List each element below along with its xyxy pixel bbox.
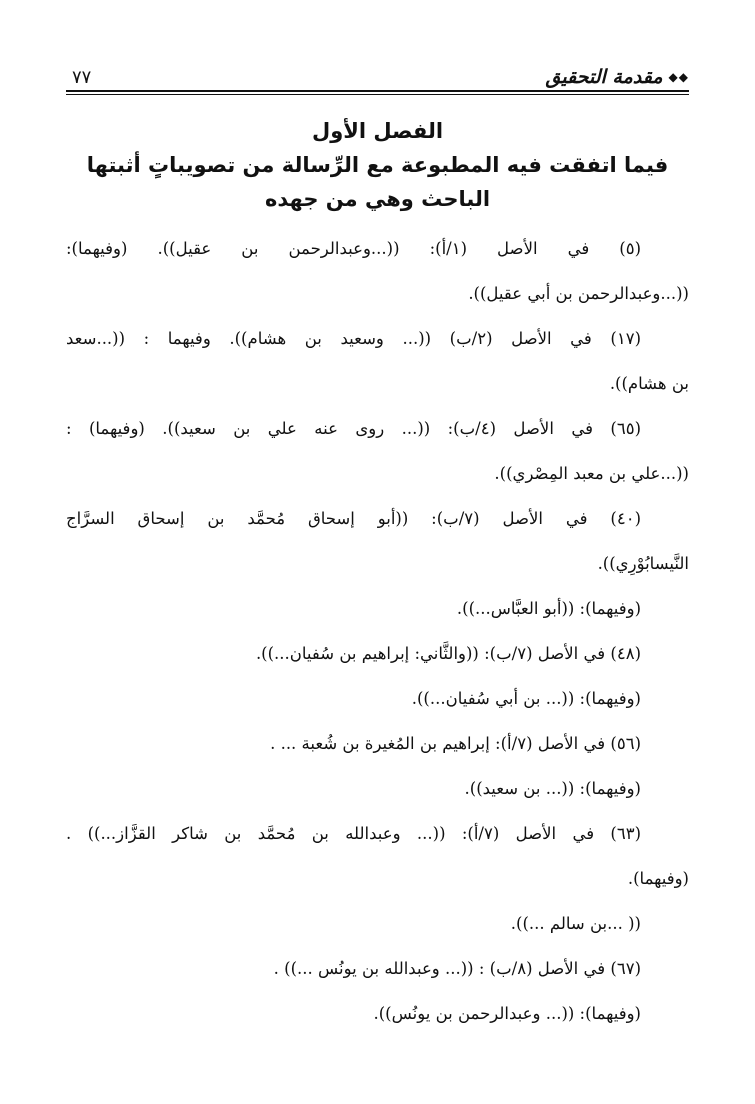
header-rule-thin xyxy=(66,94,689,95)
entry-9: (وفيهما): ((... بن سعيد)). xyxy=(464,779,641,798)
entry-3-line-2: ((...علي بن معبد المِصْري)). xyxy=(494,464,689,483)
entry-5: (وفيهما): ((أبو العبَّاس...)). xyxy=(456,599,641,618)
chapter-title: الفصل الأول xyxy=(311,119,444,143)
entry-13: (وفيهما): ((... وعبدالرحمن بن يونُس)). xyxy=(373,1004,641,1023)
entry-10-line-2: (وفيهما). xyxy=(627,869,689,888)
entry-12: (٦٧) في الأصل (٨/ب) : ((... وعبدالله بن يونُس ...)) . xyxy=(273,959,641,978)
chapter-heading xyxy=(66,114,689,216)
entry-4-line-2: النَّيسابُوْرِي)). xyxy=(597,554,689,573)
entry-10-line-1: (٦٣) في الأصل (٧/أ): ((... وعبدالله بن مُحمَّد بن شاكر القزَّاز...)) . xyxy=(66,824,642,843)
entry-3-line-1: (٦٥) في الأصل (٤/ب): ((... روى عنه علي بن سعيد)). (وفيهما) : xyxy=(66,419,641,438)
page-number: ٧٧ xyxy=(72,67,92,88)
entry-8: (٥٦) في الأصل (٧/أ): إبراهيم بن المُغيرة بن شُعبة ... . xyxy=(270,734,641,753)
running-title xyxy=(546,66,689,88)
page-header xyxy=(68,56,689,88)
corrections-list xyxy=(66,226,689,1036)
entry-11: (( ...بن سالم ...)). xyxy=(510,914,641,933)
entry-7: (وفيهما): ((... بن أبي سُفيان...)). xyxy=(411,689,641,708)
entry-2-line-1: (١٧) في الأصل (٢/ب) ((... وسعيد بن هشام)). وفيهما : ((...سعد xyxy=(66,329,642,348)
entry-4-line-1: (٤٠) في الأصل (٧/ب): ((أبو إسحاق مُحمَّد بن إسحاق السرَّاج xyxy=(66,509,641,528)
running-title-text: مقدمة التحقيق xyxy=(545,66,663,88)
diamond-ornament-icon: ◆◆ xyxy=(668,70,689,84)
entry-1-line-1: (٥) في الأصل (١/أ): ((...وعبدالرحمن بن عقيل)). (وفيهما): xyxy=(66,239,642,258)
header-rule-thick xyxy=(66,90,689,92)
chapter-subtitle-line-1: فيما اتفقت فيه المطبوعة مع الرِّسالة من تصويباتٍ أثبتها xyxy=(86,153,669,177)
chapter-subtitle-line-2: الباحث وهي من جهده xyxy=(264,187,491,211)
entry-1-line-2: ((...وعبدالرحمن بن أبي عقيل)). xyxy=(468,284,689,303)
entry-6: (٤٨) في الأصل (٧/ب): ((والثَّاني: إبراهيم بن سُفيان...)). xyxy=(255,644,641,663)
entry-2-line-2: بن هشام)). xyxy=(609,374,689,393)
